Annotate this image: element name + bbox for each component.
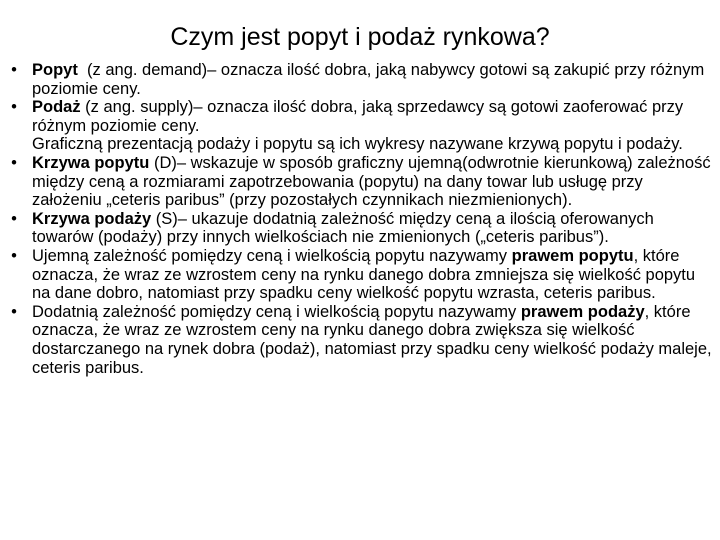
text-prawo-podazy-before: Dodatnią zależność pomiędzy ceną i wielkością popytu nazywamy [32,302,521,321]
bullet-icon: • [11,246,17,265]
term-krzywa-popytu: Krzywa popytu [32,153,150,172]
text-prawo-podazy-after: , które oznacza, że wraz ze wzrostem ceny na rynku danego dobra zwiększa się wielkość dostarczanego na rynek dobra (podaż), natomiast przy spadku ceny wielkość podaży maleje, ceteris paribus. [32,302,712,377]
bullet-icon: • [11,98,17,117]
term-podaz: Podaż [32,98,81,117]
list-item-krzywa-podazy [8,210,714,247]
list-item-podaz [8,98,714,135]
definition-krzywa-podazy: (S)– ukazuje dodatnią zależność między ceną a ilością oferowanych towarów (podaży) przy innych wielkościach nie zmienionych („ceteris paribus”). [32,209,654,247]
text-prawo-popytu-after: , które oznacza, że wraz ze wzrostem ceny na rynku danego dobra zmniejsza się wielkość popytu na dane dobro, natomiast przy spadku ceny wielkość popytu wzrasta, ceteris paribus. [32,246,696,303]
list-item-krzywa-popytu [8,154,714,210]
bullet-icon: • [11,61,17,79]
bullet-icon: • [11,302,17,321]
term-prawo-popytu: prawem popytu [511,246,634,265]
term-prawo-podazy: prawem podaży [520,302,645,321]
list-item-prawo-popytu [8,247,714,303]
term-krzywa-podazy: Krzywa podaży [32,209,152,228]
list-item-popyt [8,61,714,98]
text-prawo-popytu-before: Ujemną zależność pomiędzy ceną i wielkością popytu nazywamy [32,246,512,265]
note-paragraph [8,135,714,154]
note-text: Graficzną prezentacją podaży i popytu są ich wykresy nazywane krzywą popytu i podaży. [32,135,683,154]
definition-popyt: (z ang. demand)– oznacza ilość dobra, jaką nabywcy gotowi są zakupić przy różnym poziomie ceny. [32,61,709,98]
slide-title: Czym jest popyt i podaż rynkowa? [170,23,550,51]
definition-krzywa-popytu: (D)– wskazuje w sposób graficzny ujemną(odwrotnie kierunkową) zależność między ceną a rozmiarami zapotrzebowania (popytu) na dany towar lub usługę przy założeniu „ceteris paribus” (przy pozostałych czynnikach niezmienionych). [32,153,711,210]
definition-podaz: (z ang. supply)– oznacza ilość dobra, jaką sprzedawcy są gotowi zaoferować przy różnym poziomie ceny. [32,98,684,135]
bullet-list [8,61,714,377]
bullet-icon: • [11,209,17,228]
list-item-prawo-podazy [8,303,714,377]
term-popyt: Popyt [32,61,78,79]
bullet-icon: • [11,153,17,172]
